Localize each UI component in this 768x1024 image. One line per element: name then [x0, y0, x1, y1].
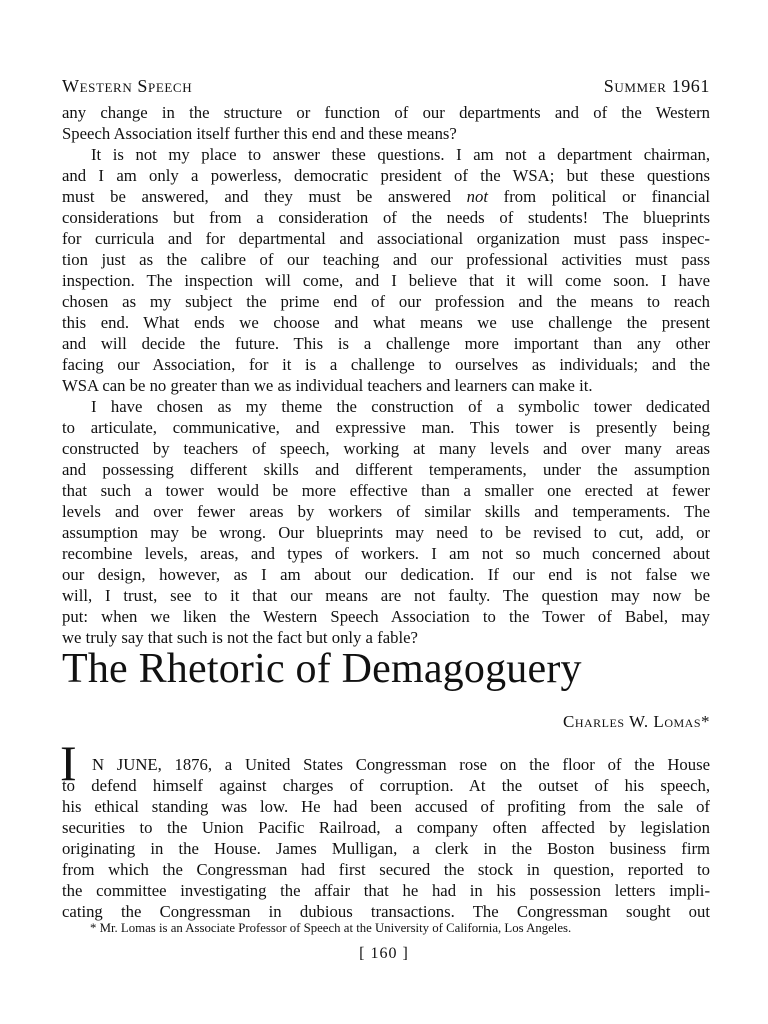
essay-line: to articulate, communicative, and expressive man. This tower is presently being [62, 418, 710, 437]
essay-line: that such a tower would be more effective than a smaller one erected at fewer [62, 481, 710, 500]
article-line: from which the Congressman had first secured the stock in question, reported to [62, 860, 710, 879]
essay-line-part: must be answered, and they must be answered [62, 187, 451, 206]
article-line: securities to the Union Pacific Railroad, a company often affected by legislation [62, 818, 710, 837]
article-line: his ethical standing was low. He had been accused of profiting from the sale of [62, 797, 710, 816]
essay-line: and I am only a powerless, democratic president of the WSA; but these questions [62, 166, 710, 185]
article-line: originating in the House. James Mulligan, a clerk in the Boston business firm [62, 839, 710, 858]
article-line: the committee investigating the affair that he had in his possession letters impli- [62, 881, 710, 900]
essay-line: tion just as the calibre of our teaching and our professional activities must pass [62, 250, 710, 269]
essay-line: chosen as my subject the prime end of our profession and the means to reach [62, 292, 710, 311]
essay-line: for curricula and for departmental and associational organization must pass inspec- [62, 229, 710, 248]
essay-line: inspection. The inspection will come, and I believe that it will come soon. I have [62, 271, 710, 290]
essay-line: recombine levels, areas, and types of workers. I am not so much concerned about [62, 544, 710, 563]
essay-line: constructed by teachers of speech, working at many levels and over many areas [62, 439, 710, 458]
running-header [62, 76, 710, 100]
essay-line: assumption may be wrong. Our blueprints may need to be revised to cut, add, or [62, 523, 710, 542]
page-number: [ 160 ] [359, 945, 409, 962]
journal-name: Western Speech [62, 76, 193, 96]
essay-line [62, 186, 710, 207]
essay-line: I have chosen as my theme the construction of a symbolic tower dedicated [91, 397, 710, 416]
essay-line: and possessing different skills and different temperaments, under the assumption [62, 460, 710, 479]
essay-line: our design, however, as I am about our dedication. If our end is not false we [62, 565, 710, 584]
essay-line-part: from political or financial [503, 187, 710, 206]
article-line: N JUNE, 1876, a United States Congressman rose on the floor of the House [92, 755, 710, 774]
essay-line: levels and over fewer areas by workers of similar skills and temperaments. The [62, 502, 710, 521]
essay-line: this end. What ends we choose and what means we use challenge the present [62, 313, 710, 332]
essay-line: considerations but from a consideration of the needs of students! The blueprints [62, 208, 710, 227]
essay-line: WSA can be no greater than we as individual teachers and learners can make it. [62, 376, 593, 395]
author-byline: Charles W. Lomas* [563, 712, 710, 731]
essay-line: Speech Association itself further this end and these means? [62, 124, 457, 143]
article-line: to defend himself against charges of corruption. At the outset of his speech, [62, 776, 710, 795]
essay-line: It is not my place to answer these questions. I am not a department chairman, [91, 145, 710, 164]
essay-line: we truly say that such is not the fact but only a fable? [62, 628, 418, 647]
essay-line: put: when we liken the Western Speech Association to the Tower of Babel, may [62, 607, 710, 626]
emphasis-not: not [466, 187, 488, 206]
article-title: The Rhetoric of Demagoguery [62, 646, 582, 692]
essay-line: any change in the structure or function of our departments and of the Western [62, 103, 710, 122]
essay-line: and will decide the future. This is a challenge more important than any other [62, 334, 710, 353]
drop-cap: I [60, 735, 77, 791]
article-line: cating the Congressman in dubious transactions. The Congressman sought out [62, 902, 710, 921]
essay-line: facing our Association, for it is a challenge to ourselves as individuals; and the [62, 355, 710, 374]
issue-date: Summer 1961 [603, 76, 710, 96]
author-footnote: * Mr. Lomas is an Associate Professor of Speech at the University of California, Los Angeles. [90, 921, 572, 935]
essay-line: will, I trust, see to it that our means are not faulty. The question may now be [62, 586, 710, 605]
